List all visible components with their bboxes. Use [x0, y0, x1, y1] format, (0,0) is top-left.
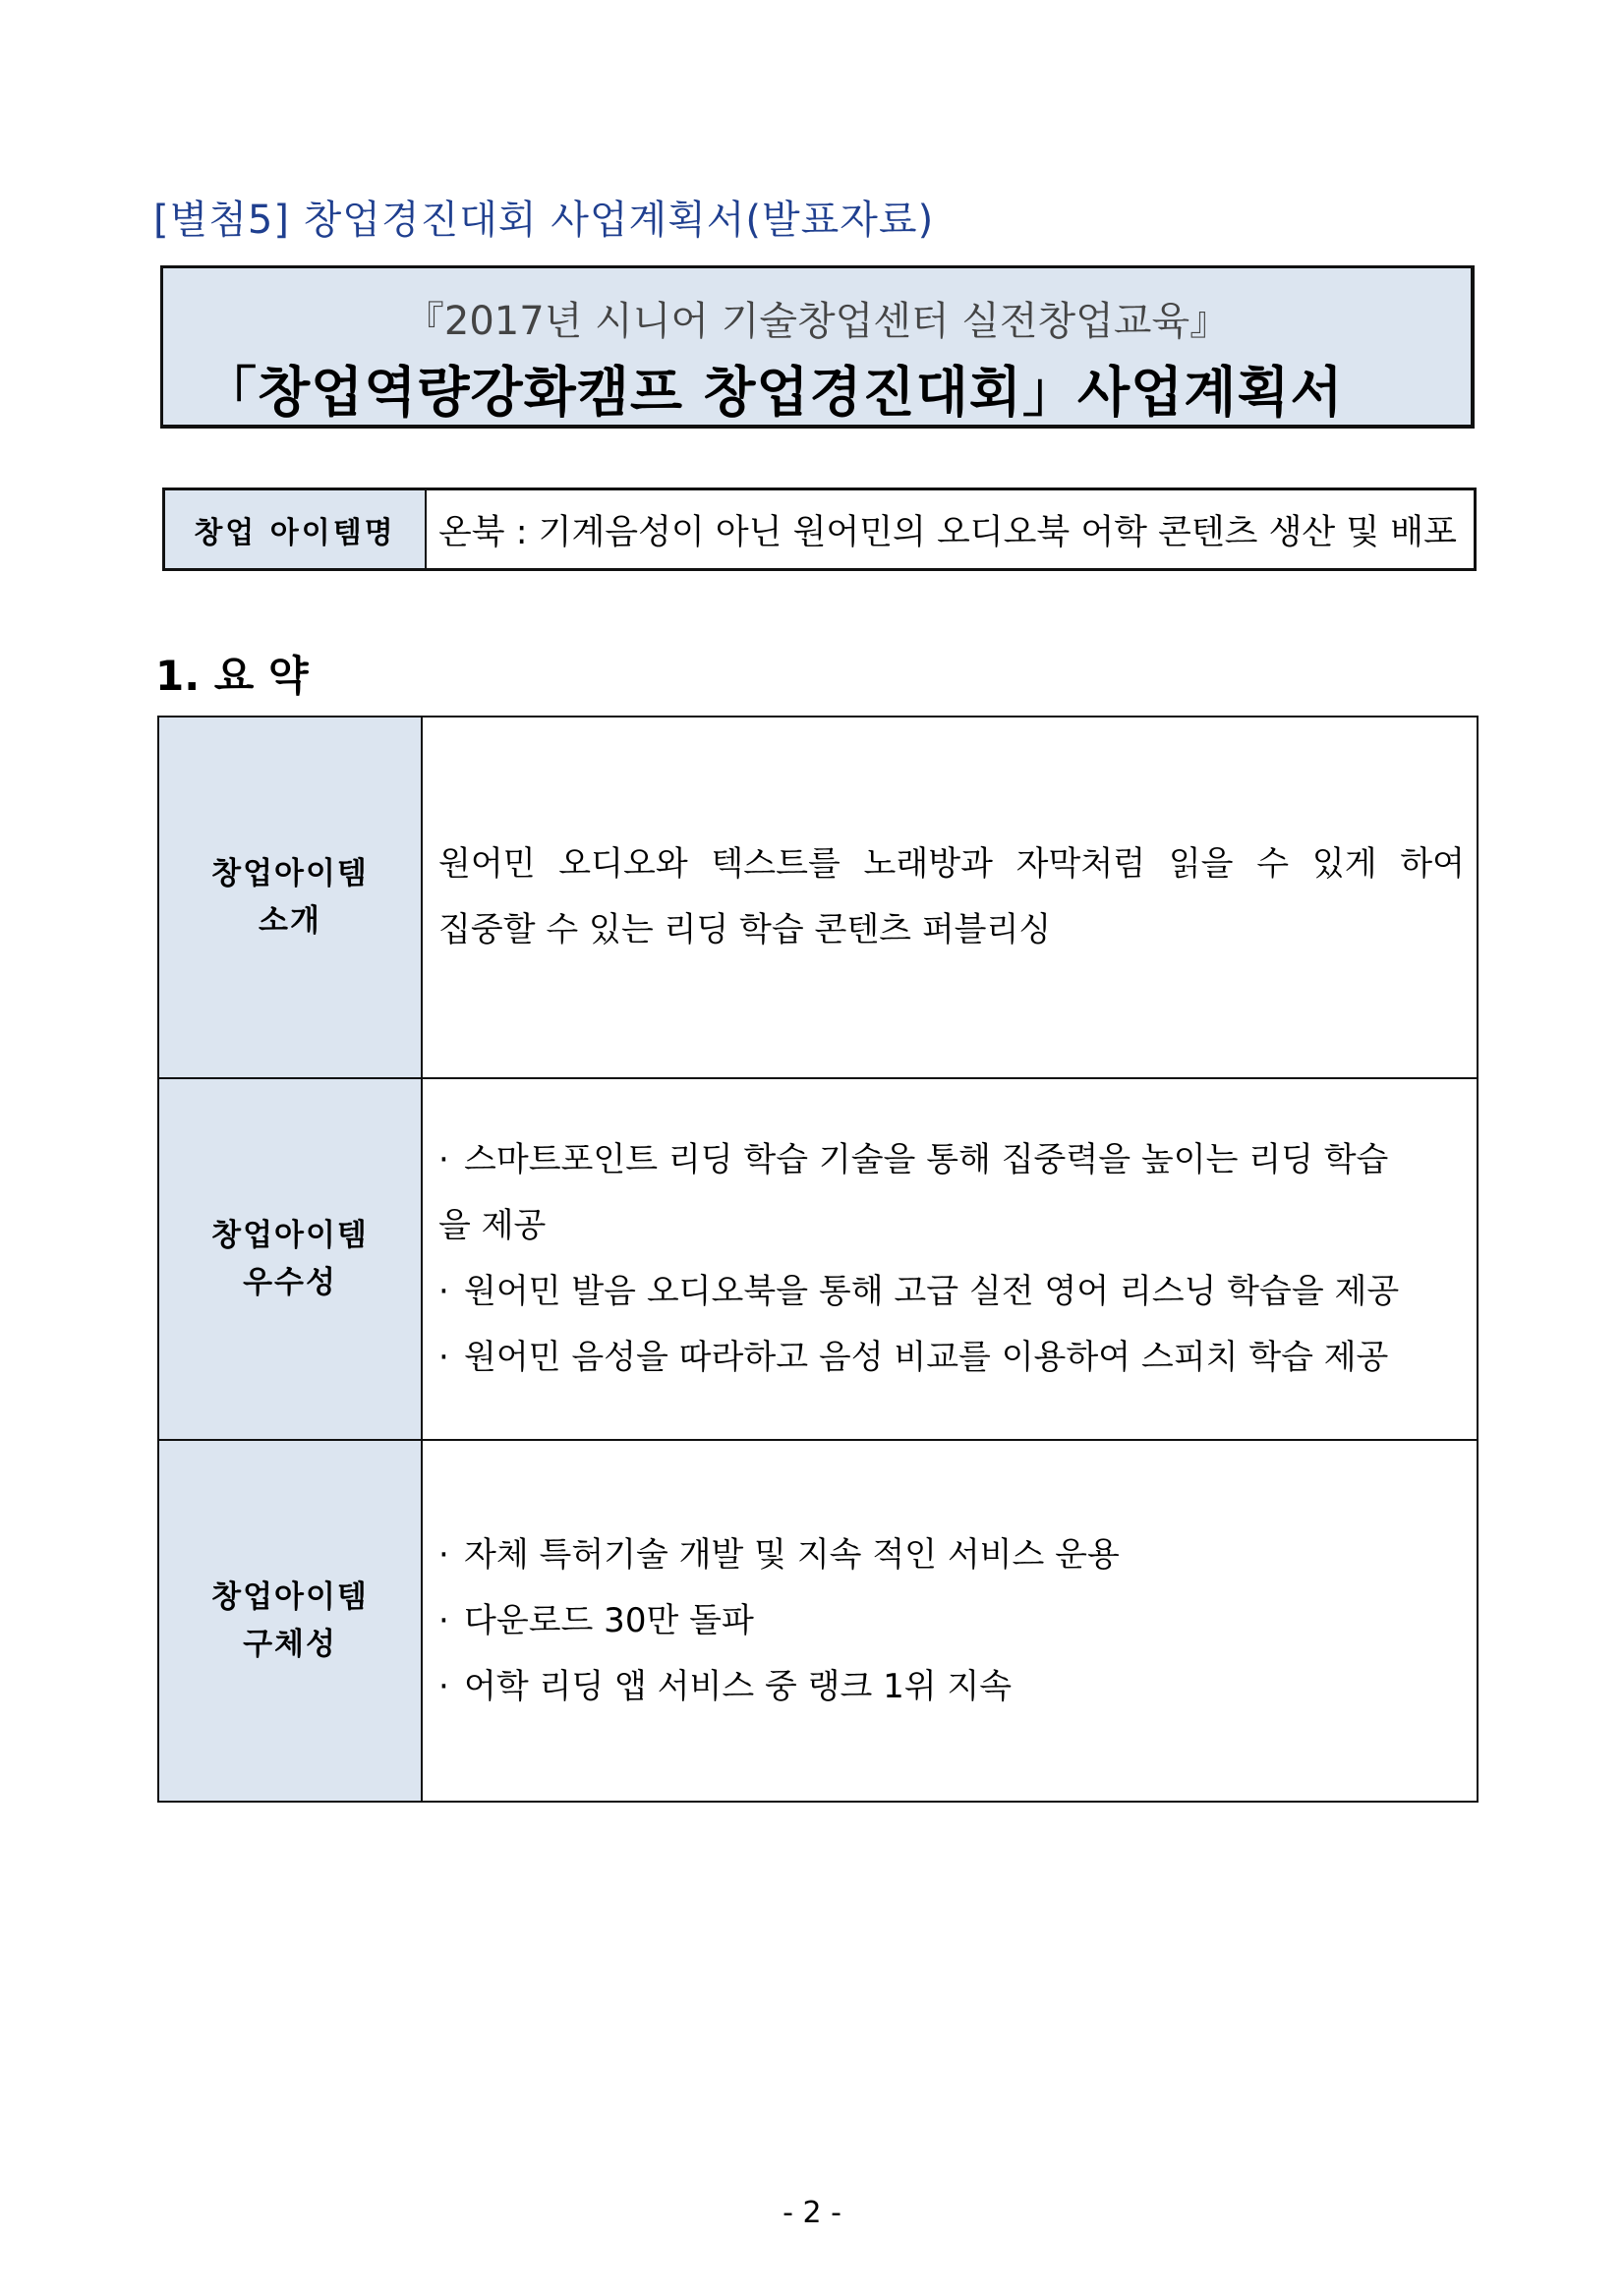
bullet-glyph: · [438, 1338, 449, 1377]
bullet-glyph: · [438, 1272, 449, 1311]
bullet-item [438, 1522, 1465, 1588]
bullet-text: 다운로드 30만 돌파 [464, 1600, 754, 1640]
summary-row-excellence [158, 1078, 1478, 1440]
bullet-item [438, 1127, 1465, 1193]
summary-label-line: 창업아이템 [211, 1218, 369, 1253]
bullet-item [438, 1259, 1465, 1325]
document-title-box [160, 265, 1475, 429]
bullet-item [438, 1654, 1465, 1720]
item-name-row [164, 489, 1476, 570]
bullet-text: 어학 리딩 앱 서비스 중 랭크 1위 지속 [464, 1666, 1013, 1706]
summary-content-introduction [422, 717, 1478, 1078]
document-title: 「창업역량강화캠프 창업경진대회」사업계획서 [203, 361, 1344, 424]
bullet-text: 원어민 발음 오디오북을 통해 고급 실전 영어 리스닝 학습을 제공 [464, 1272, 1400, 1311]
summary-label-excellence [158, 1078, 422, 1440]
summary-label-line: 창업아이템 [211, 1579, 369, 1615]
summary-label-line: 창업아이템 [211, 856, 369, 891]
summary-content-specificity [422, 1440, 1478, 1802]
program-title: 『2017년 시니어 기술창업센터 실전창업교육』 [404, 299, 1230, 344]
page-number: - 2 - [783, 2196, 841, 2230]
bullet-glyph: · [438, 1666, 449, 1706]
bullet-glyph: · [438, 1534, 449, 1575]
summary-label-specificity [158, 1440, 422, 1802]
bullet-text: 원어민 음성을 따라하고 음성 비교를 이용하여 스피치 학습 제공 [464, 1338, 1389, 1377]
bullet-item [438, 1588, 1465, 1654]
summary-label-line: 우수성 [243, 1265, 337, 1300]
summary-row-specificity [158, 1440, 1478, 1802]
bullet-text: 스마트포인트 리딩 학습 기술을 통해 집중력을 높이는 리딩 학습 [464, 1140, 1389, 1179]
summary-label-line: 구체성 [243, 1627, 337, 1662]
summary-label-introduction [158, 717, 422, 1078]
bullet-glyph: · [438, 1140, 449, 1179]
bullet-text: 자체 특허기술 개발 및 지속 적인 서비스 운용 [464, 1534, 1120, 1575]
summary-text-line: 원어민 오디오와 텍스트를 노래방과 자막처럼 읽을 수 있게 하여 [438, 844, 1465, 884]
summary-label-line: 소개 [259, 903, 321, 939]
item-name-value: 온북 : 기계음성이 아닌 원어민의 오디오북 어학 콘텐츠 생산 및 배포 [426, 489, 1476, 570]
summary-row-introduction [158, 717, 1478, 1078]
summary-text-line: 집중할 수 있는 리딩 학습 콘텐츠 퍼블리싱 [438, 910, 1052, 949]
attachment-heading: [별첨5] 창업경진대회 사업계획서(발표자료) [153, 198, 935, 243]
item-name-table [162, 488, 1477, 571]
summary-table [157, 716, 1479, 1803]
bullet-glyph: · [438, 1600, 449, 1640]
item-name-label: 창업 아이템명 [164, 489, 427, 570]
summary-content-excellence [422, 1078, 1478, 1440]
bullet-continuation: 을 제공 [438, 1206, 547, 1245]
section-heading-summary: 1. 요 약 [155, 652, 309, 700]
bullet-item [438, 1325, 1465, 1391]
